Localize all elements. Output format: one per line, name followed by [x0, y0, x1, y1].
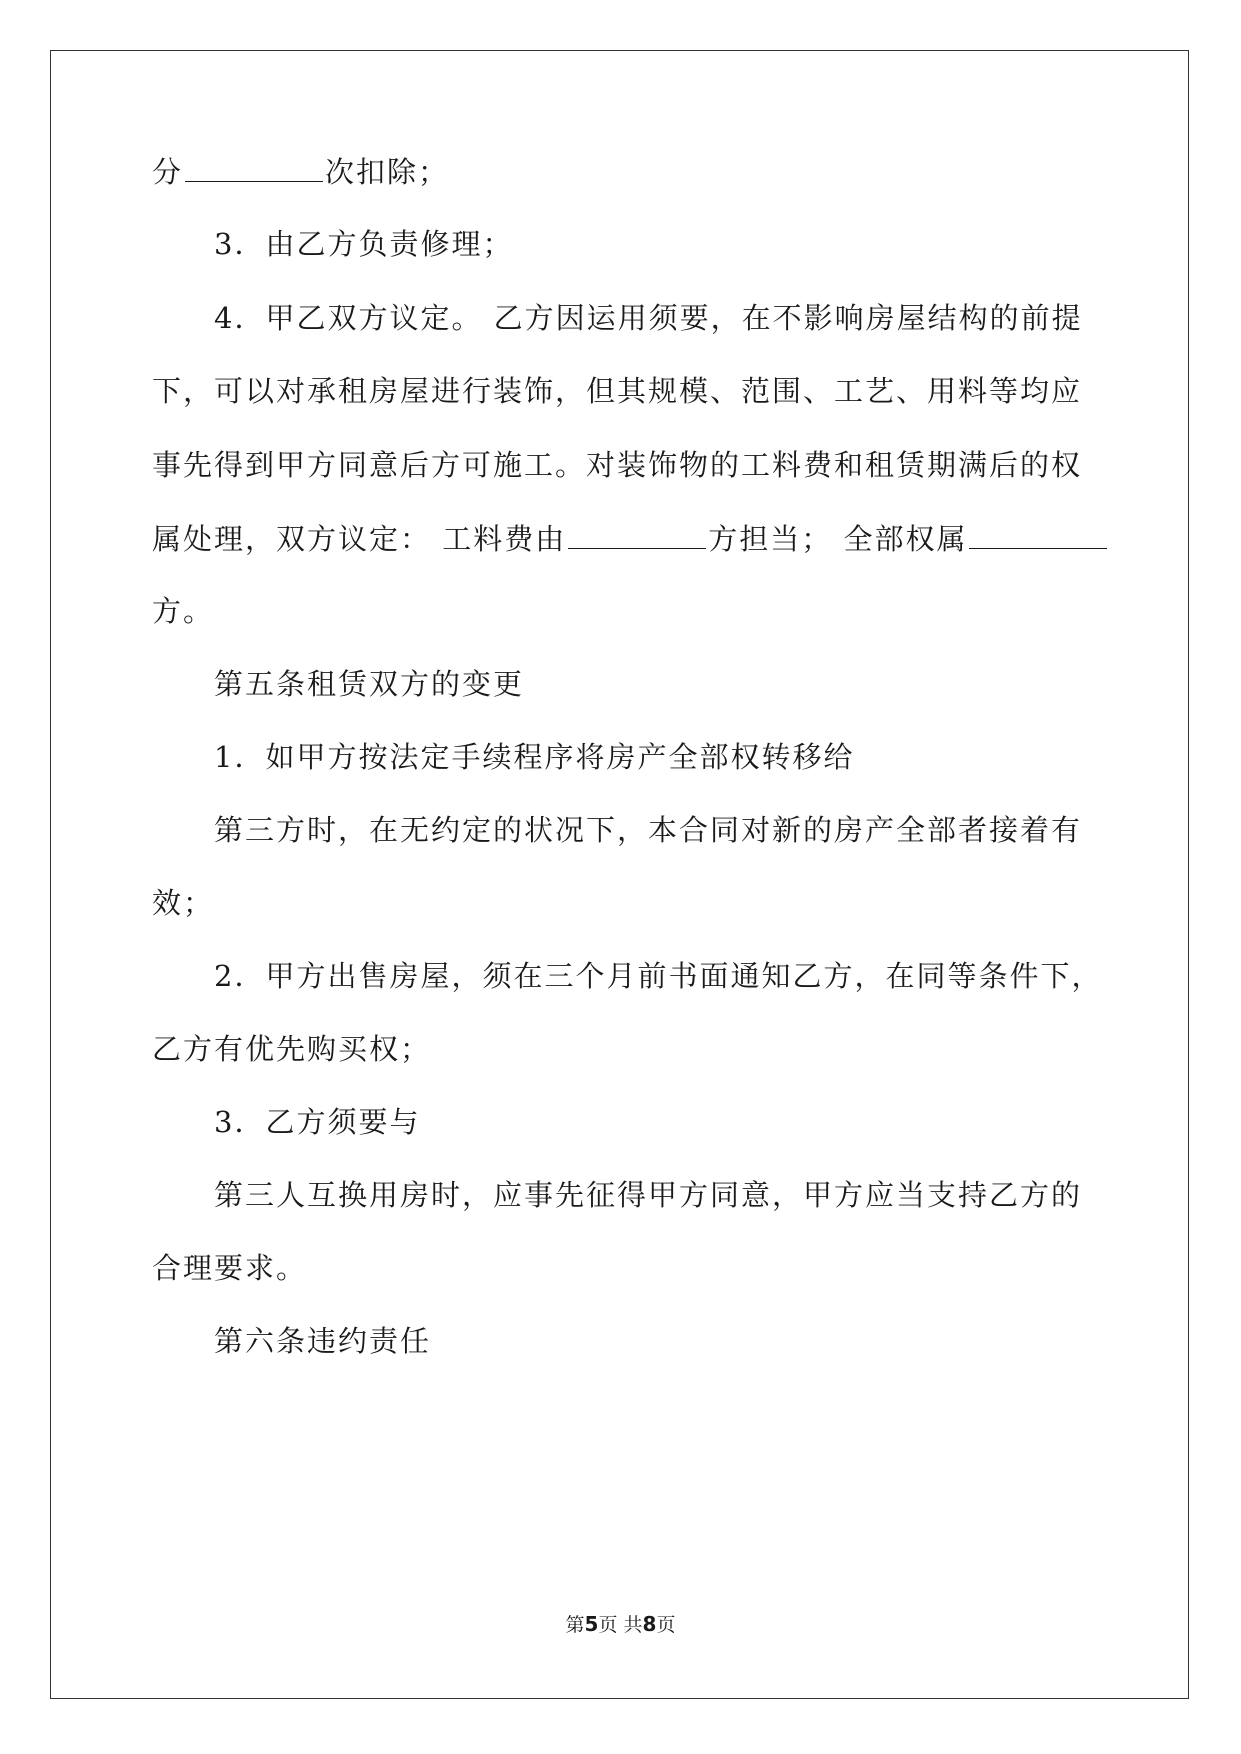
footer-text: 页 [656, 1614, 676, 1636]
total-pages: 8 [642, 1612, 657, 1636]
text-line: 3．由乙方负责修理； [214, 227, 514, 261]
text-line: 下，可以对承租房屋进行装饰，但其规模、范围、工艺、用料等均应 [152, 374, 1083, 408]
fill-blank [185, 157, 323, 182]
text-line: 事先得到甲方同意后方可施工。对装饰物的工料费和租赁期满后的权 [152, 448, 1083, 482]
section-heading: 第五条租赁双方的变更 [214, 667, 525, 701]
text-fragment: 分 [152, 155, 184, 189]
text-line: 第三人互换用房时，应事先征得甲方同意，甲方应当支持乙方的 [214, 1178, 1083, 1212]
fill-blank [969, 524, 1107, 549]
text-fragment: 方担当； 全部权属 [708, 522, 968, 556]
text-line: 合理要求。 [152, 1251, 308, 1285]
text-fragment: 次扣除； [325, 155, 450, 189]
text-line [152, 157, 449, 187]
text-line: 效； [152, 886, 215, 920]
fill-blank [568, 524, 706, 549]
page-border [50, 50, 1189, 1699]
section-heading: 第六条违约责任 [214, 1324, 432, 1358]
page-footer [0, 1614, 1241, 1635]
text-line: 3．乙方须要与 [214, 1105, 421, 1139]
text-line: 1．如甲方按法定手续程序将房产全部权转移给 [214, 740, 855, 774]
text-line: 4．甲乙双方议定。 乙方因运用须要，在不影响房屋结构的前提 [214, 301, 1083, 335]
text-line: 乙方有优先购买权； [152, 1032, 432, 1066]
text-line: 方。 [152, 594, 215, 628]
footer-text: 页 共 [598, 1614, 643, 1636]
text-line: 2．甲方出售房屋，须在三个月前书面通知乙方，在同等条件下， [214, 959, 1103, 993]
text-fragment: 属处理，双方议定： 工料费由 [152, 522, 567, 556]
text-line [152, 524, 1109, 554]
page-number: 5 [584, 1612, 599, 1636]
text-line: 第三方时，在无约定的状况下，本合同对新的房产全部者接着有 [214, 813, 1083, 847]
footer-text: 第 [565, 1614, 585, 1636]
